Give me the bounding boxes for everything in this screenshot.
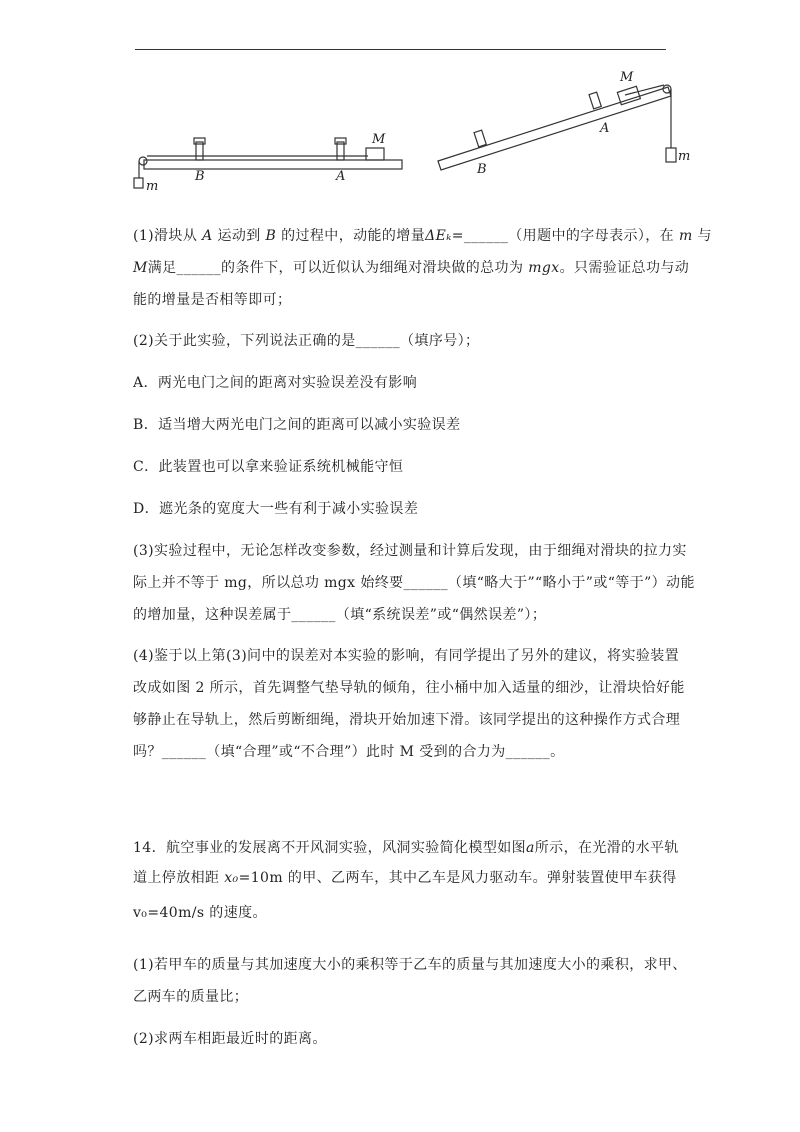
label-a: A — [600, 121, 610, 136]
q4-line1: (4)鉴于以上第(3)问中的误差对本实验的影响，有同学提出了另外的建议，将实验装置 — [133, 648, 680, 664]
text: 道上停放相距 — [133, 870, 220, 886]
text: (1)滑块从 — [133, 228, 198, 244]
symbol-mgx: mgx — [528, 260, 560, 276]
text: 14．航空事业的发展离不开风洞实验，风洞实验简化模型如图 — [133, 840, 527, 856]
q14-sub2: (2)求两车相距最近时的距离。 — [133, 1031, 327, 1047]
label-m-bucket: m — [678, 149, 691, 164]
text: 与 — [697, 228, 712, 244]
text: 所示，在光滑的水平轨 — [534, 840, 679, 856]
q1-line1 — [133, 226, 712, 246]
label-b: B — [195, 169, 205, 184]
q2-option-b: B．适当增大两光电门之间的距离可以减小实验误差 — [133, 417, 461, 433]
label-a: A — [336, 169, 346, 184]
symbol-b: B — [265, 228, 277, 244]
q14-sub1-line1: (1)若甲车的质量与其加速度大小的乘积等于乙车的质量与其加速度大小的乘积，求甲、 — [133, 957, 687, 973]
text: 的过程中，动能的增量 — [281, 228, 426, 244]
apparatus-drawing — [0, 0, 800, 200]
bucket-m — [666, 148, 676, 162]
symbol-a: a — [526, 840, 535, 856]
q14-line1 — [133, 838, 693, 858]
symbol-delta-ek: ΔEₖ= — [425, 228, 464, 244]
apparatus-figures — [0, 0, 800, 200]
slider-m — [617, 86, 640, 105]
q14-sub1-line2: 乙两车的质量比； — [133, 989, 249, 1005]
q4-line2: 改成如图 2 所示，首先调整气垫导轨的倾角，往小桶中加入适量的细沙，让滑块恰好能 — [133, 680, 685, 696]
photogate-b — [196, 142, 203, 160]
label-m-slider: M — [620, 70, 634, 85]
text: 。只需验证总功与动 — [559, 260, 690, 276]
air-track — [144, 160, 402, 169]
text: =10m 的甲、乙两车，其中乙车是风力驱动车。弹射装置使甲车获得 — [238, 870, 677, 886]
text: 运动到 — [217, 228, 261, 244]
photogate-a — [337, 142, 344, 160]
q14-line2 — [133, 868, 693, 888]
symbol-m-capital: M — [133, 260, 148, 276]
text: ______（用题中的字母表示），在 — [463, 228, 675, 244]
label-b: B — [477, 162, 487, 177]
q1-line2 — [133, 258, 693, 278]
text: 满足______的条件下，可以近似认为细绳对滑块做的总功为 — [147, 260, 524, 276]
q2-stem: (2)关于此实验，下列说法正确的是______（填序号）； — [133, 333, 480, 349]
q14-line3: v₀=40m/s 的速度。 — [133, 905, 267, 921]
bucket-m — [134, 178, 143, 188]
label-m-bucket: m — [146, 179, 159, 194]
figure-1-horizontal-track — [134, 138, 402, 188]
pulley — [139, 157, 147, 165]
q3-line3: 的增加量，这种误差属于______（填“系统误差”或“偶然误差”）； — [133, 607, 547, 623]
photogate-b — [474, 130, 486, 147]
q4-line3: 够静止在导轨上，然后剪断细绳，滑块开始加速下滑。该同学提出的这种操作方式合理 — [133, 712, 681, 728]
q3-line1: (3)实验过程中，无论怎样改变参数，经过测量和计算后发现，由于细绳对滑块的拉力实 — [133, 543, 687, 559]
q2-option-a: A．两光电门之间的距离对实验误差没有影响 — [133, 375, 418, 391]
q3-line2: 际上并不等于 mg，所以总功 mgx 始终要______（填“略大于”“略小于”或“等于”）动能 — [133, 575, 695, 591]
symbol-m: m — [678, 228, 693, 244]
pulley — [663, 85, 671, 93]
q4-line4: 吗？______（填“合理”或“不合理”）此时 M 受到的合力为______。 — [133, 744, 565, 760]
slider-m — [366, 148, 384, 160]
symbol-x0: x₀ — [224, 870, 239, 886]
figure-2-inclined-track — [438, 85, 676, 170]
symbol-a: A — [202, 228, 213, 244]
q1-line3: 能的增量是否相等即可； — [133, 292, 292, 308]
q2-option-c: C．此装置也可以拿来验证系统机械能守恒 — [133, 459, 404, 475]
photogate-a — [589, 92, 601, 109]
q2-option-d: D．遮光条的宽度大一些有利于减小实验误差 — [133, 501, 419, 517]
label-m-slider: M — [372, 132, 386, 147]
